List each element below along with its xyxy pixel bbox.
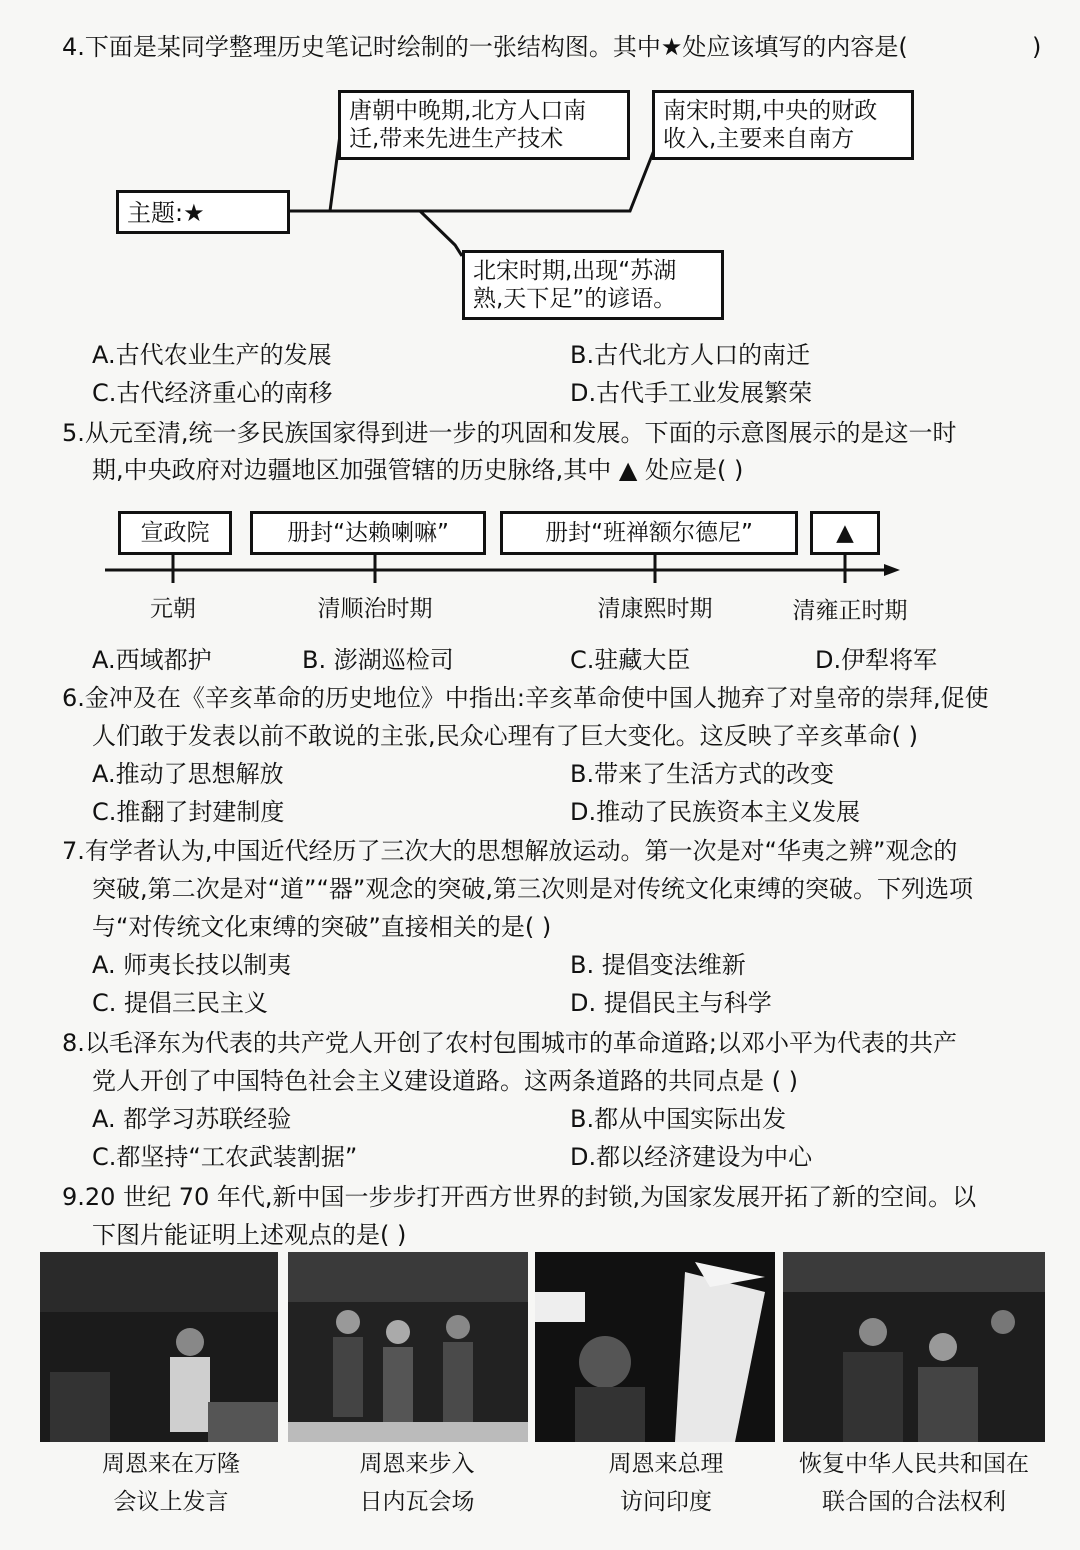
q6-option-d: D.推动了民族资本主义发展 (570, 798, 861, 826)
photo-caption-1: 周恩来在万隆 会议上发言 (102, 1451, 240, 1515)
q6-option-a: A.推动了思想解放 (92, 760, 284, 788)
q5-stem-line-1: 5.从元至清,统一多民族国家得到进一步的巩固和发展。下面的示意图展示的是这一时 (62, 419, 957, 447)
q4-north-song-box: 北宋时期,出现“苏湖 熟,天下足”的谚语。 (462, 250, 724, 320)
photo-un-seat-restored (783, 1252, 1045, 1442)
q4-theme-box: 主题:★ (116, 190, 290, 234)
q4-option-b: B.古代北方人口的南迁 (570, 341, 811, 369)
q6-option-b: B.带来了生活方式的改变 (570, 760, 835, 788)
q6-option-c: C.推翻了封建制度 (92, 798, 285, 826)
q4-south-song-box: 南宋时期,中央的财政 收入,主要来自南方 (652, 90, 914, 160)
q5-label-yongzheng: 清雍正时期 (792, 598, 908, 624)
q7-option-c: C. 提倡三民主义 (92, 989, 269, 1017)
q5-label-yuan: 元朝 (150, 596, 196, 622)
q7-stem-line-3: 与“对传统文化束缚的突破”直接相关的是( ) (92, 913, 552, 941)
q7-option-d: D. 提倡民主与科学 (570, 989, 772, 1017)
q5-option-b: B. 澎湖巡检司 (302, 646, 454, 674)
q6-stem-line-2: 人们敢于发表以前不敢说的主张,民众心理有了巨大变化。这反映了辛亥革命( ) (92, 722, 918, 750)
q7-stem-line-1: 7.有学者认为,中国近代经历了三次大的思想解放运动。第一次是对“华夷之辨”观念的 (62, 837, 958, 865)
q4-option-a: A.古代农业生产的发展 (92, 341, 332, 369)
q5-stem-line-2: 期,中央政府对边疆地区加强管辖的历史脉络,其中 ▲ 处应是( ) (92, 456, 744, 484)
q4-option-d: D.古代手工业发展繁荣 (570, 379, 813, 407)
q5-label-kangxi: 清康熙时期 (597, 596, 713, 622)
photo-caption-2: 周恩来步入 日内瓦会场 (359, 1451, 475, 1515)
q5-box-xuanzhengyuan: 宣政院 (118, 511, 232, 555)
photo-visit-india (535, 1252, 775, 1442)
photo-caption-4: 恢复中华人民共和国在 联合国的合法权利 (799, 1451, 1029, 1515)
q6-stem-line-1: 6.金冲及在《辛亥革命的历史地位》中指出:辛亥革命使中国人抛弃了对皇帝的崇拜,促使 (62, 684, 989, 712)
q5-box-dalai: 册封“达赖喇嘛” (250, 511, 486, 555)
q7-option-b: B. 提倡变法维新 (570, 951, 746, 979)
photo-geneva-conference (288, 1252, 528, 1442)
q5-option-a: A.西域都护 (92, 646, 212, 674)
q5-box-triangle: ▲ (810, 511, 880, 555)
q4-tang-box: 唐朝中晚期,北方人口南 迁,带来先进生产技术 (338, 90, 630, 160)
q8-stem-line-1: 8.以毛泽东为代表的共产党人开创了农村包围城市的革命道路;以邓小平为代表的共产 (62, 1029, 957, 1057)
q9-stem-line-1: 9.20 世纪 70 年代,新中国一步步打开西方世界的封锁,为国家发展开拓了新的空间。以 (62, 1183, 977, 1211)
photo-caption-3: 周恩来总理 访问印度 (608, 1451, 724, 1515)
photo-bandung-conference (40, 1252, 278, 1442)
q8-option-a: A. 都学习苏联经验 (92, 1105, 292, 1133)
q5-box-panchen: 册封“班禅额尔德尼” (500, 511, 798, 555)
q5-label-shunzhi: 清顺治时期 (317, 596, 433, 622)
q7-stem-line-2: 突破,第二次是对“道”“器”观念的突破,第三次则是对传统文化束缚的突破。下列选项 (92, 875, 973, 903)
q4-option-c: C.古代经济重心的南移 (92, 379, 333, 407)
q9-stem-line-2: 下图片能证明上述观点的是( ) (92, 1221, 407, 1249)
q8-stem-line-2: 党人开创了中国特色社会主义建设道路。这两条道路的共同点是 ( ) (92, 1067, 798, 1095)
q5-option-d: D.伊犁将军 (815, 646, 938, 674)
q8-option-d: D.都以经济建设为中心 (570, 1143, 813, 1171)
q4-paren-close: ) (1032, 33, 1042, 61)
q8-option-b: B.都从中国实际出发 (570, 1105, 787, 1133)
q8-option-c: C.都坚持“工农武装割据” (92, 1143, 358, 1171)
q5-option-c: C.驻藏大臣 (570, 646, 691, 674)
q4-stem: 4.下面是某同学整理历史笔记时绘制的一张结构图。其中★处应该填写的内容是( (62, 33, 908, 61)
q7-option-a: A. 师夷长技以制夷 (92, 951, 292, 979)
